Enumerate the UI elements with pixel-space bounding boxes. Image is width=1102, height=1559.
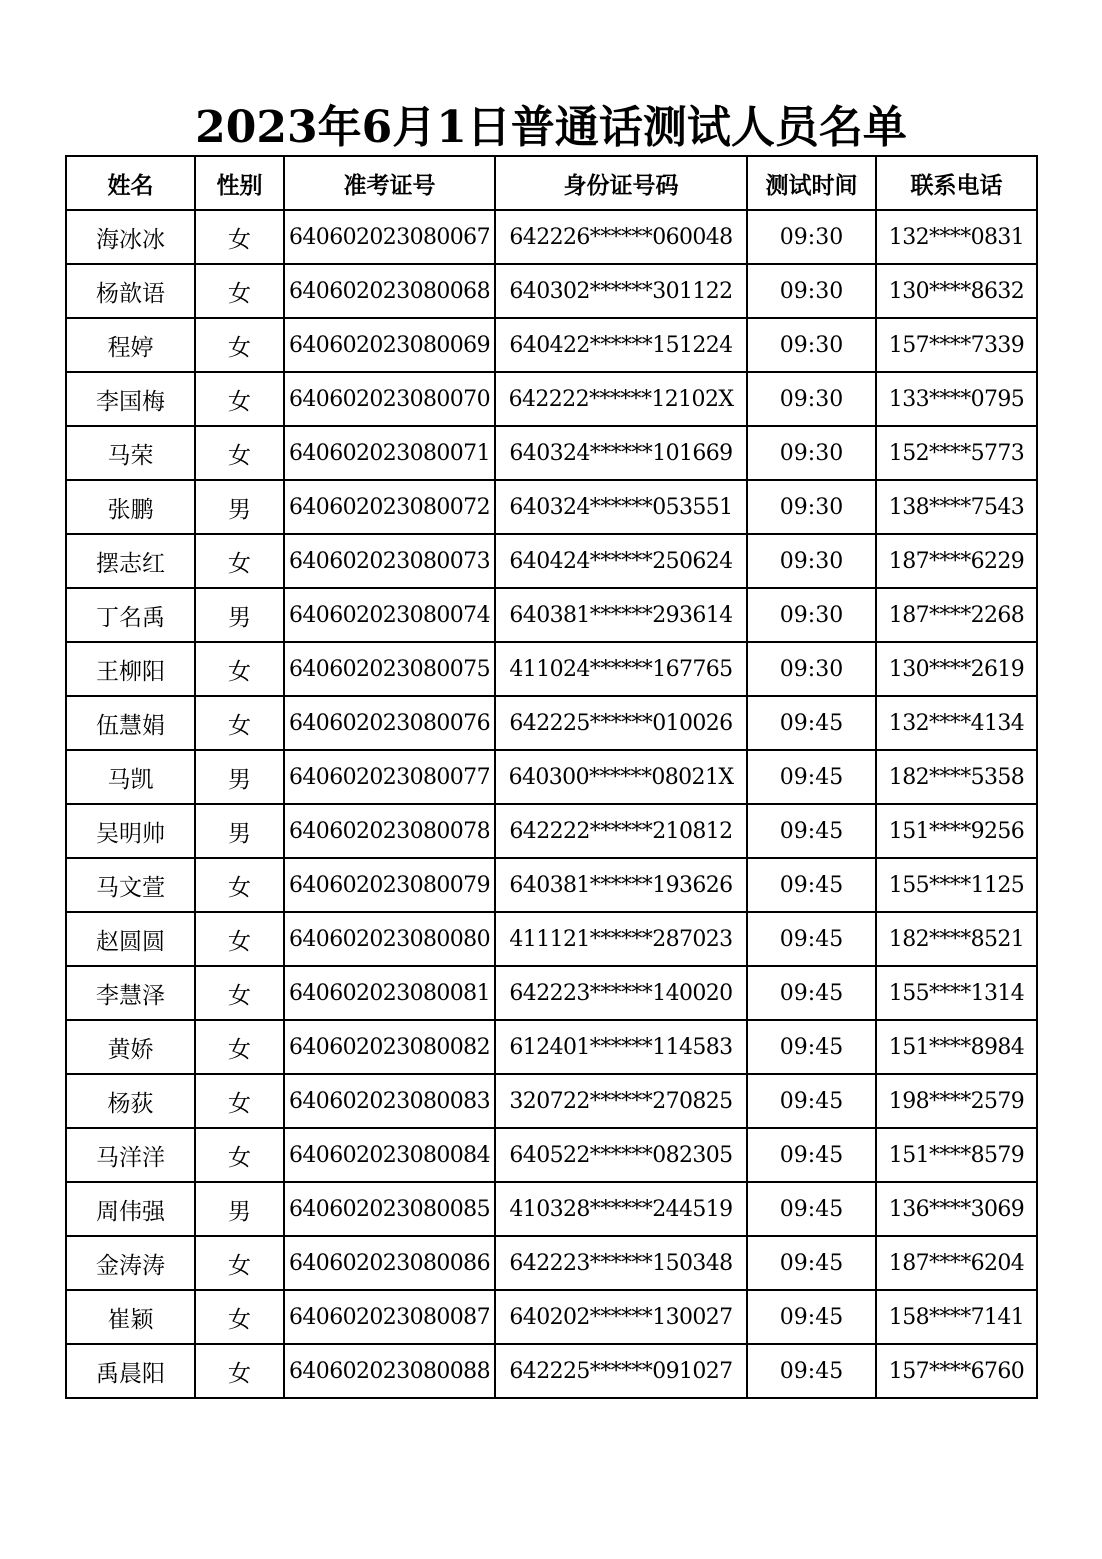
phone-cell: 187****6229	[876, 534, 1037, 588]
id-number-cell: 640522******082305	[495, 1128, 747, 1182]
test-time-cell: 09:45	[747, 912, 876, 966]
test-time-cell: 09:45	[747, 1236, 876, 1290]
test-time-cell: 09:45	[747, 1182, 876, 1236]
table-row	[66, 858, 1037, 912]
test-time-cell: 09:30	[747, 588, 876, 642]
table-row	[66, 588, 1037, 642]
id-number-cell: 642223******150348	[495, 1236, 747, 1290]
id-number-cell: 640424******250624	[495, 534, 747, 588]
header-name: 姓名	[66, 156, 195, 210]
phone-cell: 133****0795	[876, 372, 1037, 426]
ticket-number-cell: 640602023080086	[284, 1236, 495, 1290]
ticket-number-cell: 640602023080076	[284, 696, 495, 750]
header-ticket-number: 准考证号	[284, 156, 495, 210]
id-number-cell: 640324******053551	[495, 480, 747, 534]
table-row	[66, 210, 1037, 264]
ticket-number-cell: 640602023080083	[284, 1074, 495, 1128]
phone-cell: 151****9256	[876, 804, 1037, 858]
id-number-cell: 640202******130027	[495, 1290, 747, 1344]
test-time-cell: 09:30	[747, 534, 876, 588]
phone-cell: 151****8579	[876, 1128, 1037, 1182]
test-time-cell: 09:30	[747, 318, 876, 372]
id-number-cell: 642222******210812	[495, 804, 747, 858]
table-row	[66, 426, 1037, 480]
test-time-cell: 09:45	[747, 750, 876, 804]
name-cell: 张鹏	[66, 480, 195, 534]
name-cell: 马洋洋	[66, 1128, 195, 1182]
name-cell: 海冰冰	[66, 210, 195, 264]
name-cell: 马凯	[66, 750, 195, 804]
name-cell: 程婷	[66, 318, 195, 372]
name-cell: 马文萱	[66, 858, 195, 912]
name-cell: 李国梅	[66, 372, 195, 426]
name-cell: 伍慧娟	[66, 696, 195, 750]
table-header-row	[66, 156, 1037, 210]
table-row	[66, 966, 1037, 1020]
name-cell: 周伟强	[66, 1182, 195, 1236]
ticket-number-cell: 640602023080080	[284, 912, 495, 966]
phone-cell: 198****2579	[876, 1074, 1037, 1128]
id-number-cell: 320722******270825	[495, 1074, 747, 1128]
phone-cell: 132****4134	[876, 696, 1037, 750]
test-time-cell: 09:45	[747, 1020, 876, 1074]
table-row	[66, 1182, 1037, 1236]
ticket-number-cell: 640602023080077	[284, 750, 495, 804]
phone-cell: 130****2619	[876, 642, 1037, 696]
phone-cell: 158****7141	[876, 1290, 1037, 1344]
test-time-cell: 09:45	[747, 1074, 876, 1128]
table-row	[66, 372, 1037, 426]
id-number-cell: 640300******08021X	[495, 750, 747, 804]
id-number-cell: 642225******010026	[495, 696, 747, 750]
test-time-cell: 09:30	[747, 480, 876, 534]
table-row	[66, 264, 1037, 318]
test-time-cell: 09:30	[747, 642, 876, 696]
table-row	[66, 1020, 1037, 1074]
name-cell: 黄娇	[66, 1020, 195, 1074]
phone-cell: 138****7543	[876, 480, 1037, 534]
ticket-number-cell: 640602023080081	[284, 966, 495, 1020]
phone-cell: 155****1125	[876, 858, 1037, 912]
phone-cell: 187****2268	[876, 588, 1037, 642]
id-number-cell: 640422******151224	[495, 318, 747, 372]
roster-table	[65, 155, 1038, 1399]
name-cell: 金涛涛	[66, 1236, 195, 1290]
ticket-number-cell: 640602023080088	[284, 1344, 495, 1398]
id-number-cell: 612401******114583	[495, 1020, 747, 1074]
id-number-cell: 640302******301122	[495, 264, 747, 318]
table-row	[66, 912, 1037, 966]
id-number-cell: 642222******12102X	[495, 372, 747, 426]
header-phone: 联系电话	[876, 156, 1037, 210]
ticket-number-cell: 640602023080082	[284, 1020, 495, 1074]
gender-cell: 男	[195, 750, 284, 804]
ticket-number-cell: 640602023080087	[284, 1290, 495, 1344]
name-cell: 杨荻	[66, 1074, 195, 1128]
phone-cell: 130****8632	[876, 264, 1037, 318]
test-time-cell: 09:30	[747, 264, 876, 318]
phone-cell: 182****8521	[876, 912, 1037, 966]
gender-cell: 女	[195, 642, 284, 696]
phone-cell: 136****3069	[876, 1182, 1037, 1236]
gender-cell: 女	[195, 1074, 284, 1128]
header-id-number: 身份证号码	[495, 156, 747, 210]
phone-cell: 151****8984	[876, 1020, 1037, 1074]
table-row	[66, 750, 1037, 804]
gender-cell: 女	[195, 858, 284, 912]
gender-cell: 女	[195, 1020, 284, 1074]
ticket-number-cell: 640602023080072	[284, 480, 495, 534]
name-cell: 李慧泽	[66, 966, 195, 1020]
phone-cell: 132****0831	[876, 210, 1037, 264]
gender-cell: 女	[195, 372, 284, 426]
table-body	[66, 210, 1037, 1398]
gender-cell: 女	[195, 1290, 284, 1344]
id-number-cell: 642226******060048	[495, 210, 747, 264]
name-cell: 摆志红	[66, 534, 195, 588]
test-time-cell: 09:45	[747, 1128, 876, 1182]
name-cell: 赵圆圆	[66, 912, 195, 966]
ticket-number-cell: 640602023080070	[284, 372, 495, 426]
table-row	[66, 318, 1037, 372]
test-time-cell: 09:30	[747, 426, 876, 480]
gender-cell: 女	[195, 264, 284, 318]
table-row	[66, 642, 1037, 696]
ticket-number-cell: 640602023080085	[284, 1182, 495, 1236]
table-row	[66, 1344, 1037, 1398]
gender-cell: 女	[195, 210, 284, 264]
id-number-cell: 411121******287023	[495, 912, 747, 966]
name-cell: 崔颖	[66, 1290, 195, 1344]
gender-cell: 男	[195, 804, 284, 858]
phone-cell: 187****6204	[876, 1236, 1037, 1290]
gender-cell: 男	[195, 588, 284, 642]
test-time-cell: 09:45	[747, 858, 876, 912]
name-cell: 王柳阳	[66, 642, 195, 696]
gender-cell: 女	[195, 1344, 284, 1398]
ticket-number-cell: 640602023080071	[284, 426, 495, 480]
gender-cell: 女	[195, 1128, 284, 1182]
id-number-cell: 410328******244519	[495, 1182, 747, 1236]
name-cell: 吴明帅	[66, 804, 195, 858]
phone-cell: 155****1314	[876, 966, 1037, 1020]
name-cell: 马荣	[66, 426, 195, 480]
ticket-number-cell: 640602023080079	[284, 858, 495, 912]
table-row	[66, 1128, 1037, 1182]
id-number-cell: 640381******193626	[495, 858, 747, 912]
header-test-time: 测试时间	[747, 156, 876, 210]
test-time-cell: 09:45	[747, 1344, 876, 1398]
phone-cell: 157****6760	[876, 1344, 1037, 1398]
gender-cell: 女	[195, 534, 284, 588]
gender-cell: 男	[195, 1182, 284, 1236]
id-number-cell: 642225******091027	[495, 1344, 747, 1398]
test-time-cell: 09:30	[747, 372, 876, 426]
gender-cell: 男	[195, 480, 284, 534]
ticket-number-cell: 640602023080078	[284, 804, 495, 858]
ticket-number-cell: 640602023080068	[284, 264, 495, 318]
gender-cell: 女	[195, 696, 284, 750]
test-time-cell: 09:45	[747, 966, 876, 1020]
gender-cell: 女	[195, 1236, 284, 1290]
ticket-number-cell: 640602023080074	[284, 588, 495, 642]
header-gender: 性别	[195, 156, 284, 210]
id-number-cell: 640381******293614	[495, 588, 747, 642]
phone-cell: 152****5773	[876, 426, 1037, 480]
ticket-number-cell: 640602023080084	[284, 1128, 495, 1182]
id-number-cell: 642223******140020	[495, 966, 747, 1020]
test-time-cell: 09:45	[747, 804, 876, 858]
test-time-cell: 09:45	[747, 1290, 876, 1344]
ticket-number-cell: 640602023080075	[284, 642, 495, 696]
table-row	[66, 534, 1037, 588]
gender-cell: 女	[195, 966, 284, 1020]
id-number-cell: 640324******101669	[495, 426, 747, 480]
id-number-cell: 411024******167765	[495, 642, 747, 696]
test-time-cell: 09:45	[747, 696, 876, 750]
table-row	[66, 804, 1037, 858]
gender-cell: 女	[195, 426, 284, 480]
gender-cell: 女	[195, 912, 284, 966]
name-cell: 丁名禹	[66, 588, 195, 642]
test-time-cell: 09:30	[747, 210, 876, 264]
page-title: 2023年6月1日普通话测试人员名单	[195, 102, 907, 153]
table-row	[66, 1074, 1037, 1128]
table-row	[66, 696, 1037, 750]
table-row	[66, 480, 1037, 534]
phone-cell: 157****7339	[876, 318, 1037, 372]
ticket-number-cell: 640602023080069	[284, 318, 495, 372]
table-row	[66, 1236, 1037, 1290]
gender-cell: 女	[195, 318, 284, 372]
ticket-number-cell: 640602023080067	[284, 210, 495, 264]
table-row	[66, 1290, 1037, 1344]
ticket-number-cell: 640602023080073	[284, 534, 495, 588]
phone-cell: 182****5358	[876, 750, 1037, 804]
name-cell: 禹晨阳	[66, 1344, 195, 1398]
name-cell: 杨歆语	[66, 264, 195, 318]
